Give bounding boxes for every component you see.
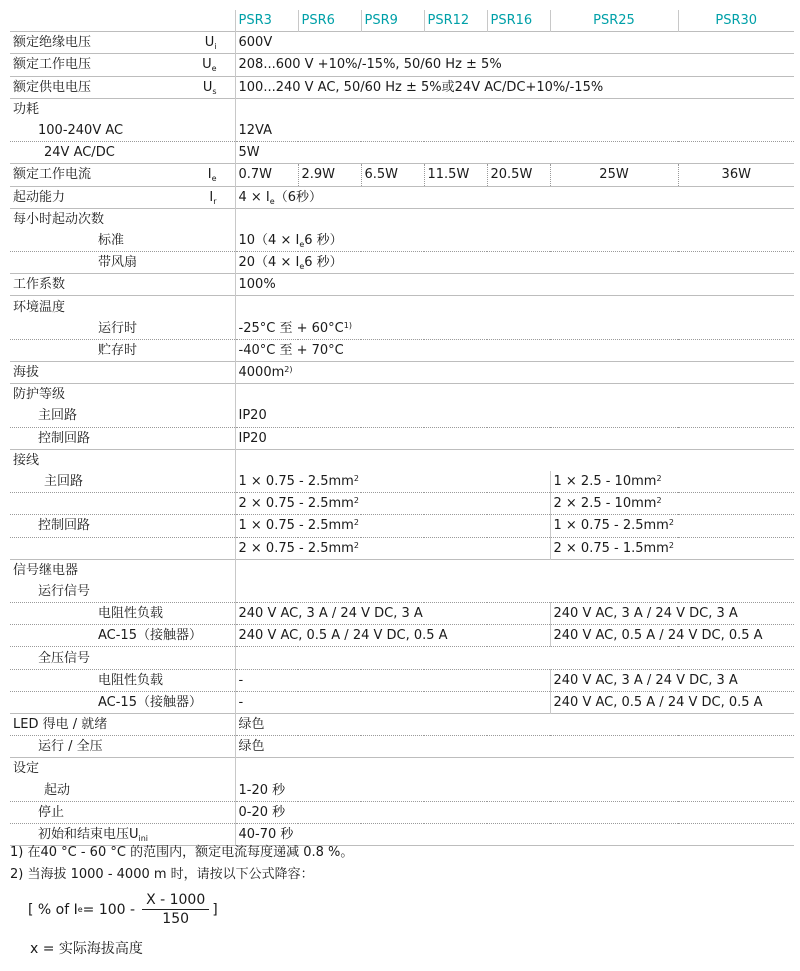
row-ambient-temp: 环境温度 — [10, 296, 794, 318]
row-power-dc: 24V AC/DC 5W — [10, 142, 794, 164]
row-settings: 设定 — [10, 758, 794, 780]
x-definition: x = 实际海拔高度 — [30, 941, 143, 957]
row-led-run: 运行 / 全压 绿色 — [10, 736, 794, 758]
row-led-ready: LED 得电 / 就绪 绿色 — [10, 714, 794, 736]
row-start-capacity: 起动能力 $I_r$ $4 \times I_e(6$秒） — [10, 186, 794, 208]
row-wiring-control-2: $2 \times 0.75 - 2.5mm^2$ $2 \times 0.75 - 1.5mm^2$ — [10, 537, 794, 559]
row-insulation-voltage: 额定绝缘电压 $U_i$ 600V — [10, 32, 794, 54]
row-temp-storage: 贮存时 -40°C 至 + 70°C — [10, 339, 794, 361]
row-altitude: 海拔 $4000m^{2)}$ — [10, 362, 794, 384]
row-wiring-main-1: 主回路 $1 \times 0.75 - 2.5mm^2$ $1 \times 2.5 - 10mm^2$ — [10, 471, 794, 493]
row-protection: 防护等级 — [10, 384, 794, 406]
row-supply-voltage: 额定供电电压 $U_s$ 100...240 V AC, 50/60 Hz ± 5%或24V AC/DC+10%/-15% — [10, 76, 794, 98]
row-set-stop: 停止 0-20 秒 — [10, 801, 794, 823]
footnote-1: 1) 在40 °C - 60 °C 的范围内，额定电流每度递减 0.8 %。 — [10, 845, 354, 860]
row-protection-main: 主回路 IP20 — [10, 405, 794, 427]
footnote-2: 2) 当海拔 1000 - 4000 m 时，请按以下公式降容： — [10, 867, 314, 882]
row-power-ac: 100-240V AC 12VA — [10, 120, 794, 142]
row-wiring: 接线 — [10, 449, 794, 471]
col-psr30: PSR30 — [678, 10, 794, 32]
row-starts-per-hour: 每小时起动次数 — [10, 208, 794, 230]
col-psr12: PSR12 — [424, 10, 487, 32]
row-run-ac15: AC-15（接触器） 240 V AC, 0.5 A / 24 V DC, 0.5 A 240 V AC, 0.5 A / 24 V DC, 0.5 A — [10, 625, 794, 647]
col-psr3: PSR3 — [238, 13, 272, 29]
row-rated-current: 额定工作电流 $I_e$ 0.7W 2.9W 6.5W 11.5W 20.5W 25W 36W — [10, 164, 794, 186]
footnotes — [10, 842, 790, 886]
col-psr6: PSR6 — [298, 10, 361, 32]
row-with-fan: 带风扇 $20(4 \times I_e6$ 秒） — [10, 252, 794, 274]
row-standard: 标准 $10(4 \times I_e6$ 秒） — [10, 230, 794, 252]
row-full-signal: 全压信号 — [10, 647, 794, 669]
row-wiring-main-2: $2 \times 0.75 - 2.5mm^2$ $2 \times 2.5 - 10mm^2$ — [10, 493, 794, 515]
formula-fraction: $\frac{X - 1000}{150}$ — [142, 892, 209, 927]
row-temp-running: 运行时 -25°C 至 + $60^\circ C^{1)}$ — [10, 318, 794, 340]
row-run-signal: 运行信号 — [10, 581, 794, 603]
col-psr25: PSR25 — [550, 10, 678, 32]
row-protection-control: 控制回路 IP20 — [10, 427, 794, 449]
row-power: 功耗 — [10, 98, 794, 120]
row-full-ac15: AC-15（接触器） - 240 V AC, 0.5 A / 24 V DC, 0.5 A — [10, 691, 794, 713]
derating-formula: [ % of I e = 100 - $\frac{X - 1000}{150}$ ] — [28, 892, 218, 927]
row-set-start: 起动 1-20 秒 — [10, 780, 794, 802]
row-duty: 工作系数 100% — [10, 274, 794, 296]
row-full-resistive: 电阻性负载 - 240 V AC, 3 A / 24 V DC, 3 A — [10, 669, 794, 691]
row-run-resistive: 电阻性负载 240 V AC, 3 A / 24 V DC, 3 A 240 V AC, 3 A / 24 V DC, 3 A — [10, 603, 794, 625]
spec-table — [10, 10, 794, 846]
header-row — [10, 10, 794, 32]
row-wiring-control-1: 控制回路 $1 \times 0.75 - 2.5mm^2$ $1 \times 0.75 - 2.5mm^2$ — [10, 515, 794, 537]
row-signal-relay: 信号继电器 — [10, 559, 794, 581]
row-set-init-voltage: 初始和结束电压$U_{ini}$ 40-70 秒 — [10, 823, 794, 845]
col-psr9: PSR9 — [361, 10, 424, 32]
row-operating-voltage: 额定工作电压 $U_e$ 208...600 V +10%/-15%, 50/60 Hz ± 5% — [10, 54, 794, 76]
col-psr16: PSR16 — [487, 10, 550, 32]
